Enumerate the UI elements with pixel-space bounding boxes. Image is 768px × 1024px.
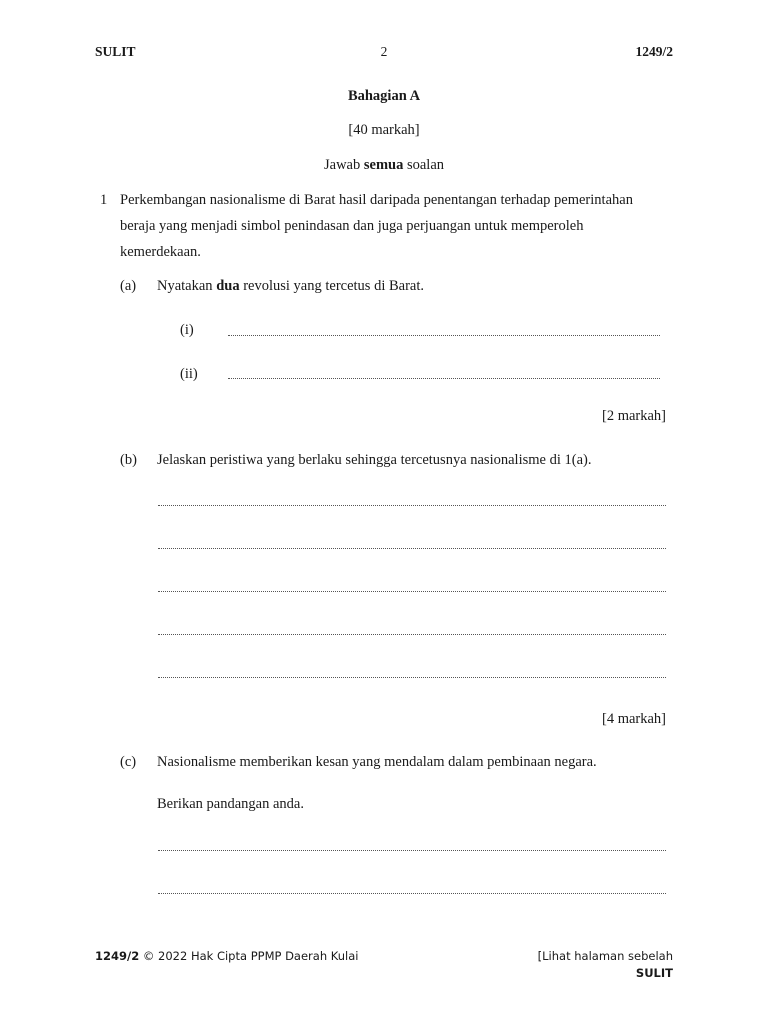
part-a-text-end: revolusi yang tercetus di Barat. [239, 278, 424, 294]
stem-line: beraja yang menjadi simbol penindasan dan juga perjuangan untuk memperoleh [120, 218, 584, 234]
stem-line: kemerdekaan. [120, 244, 201, 260]
section-title: Bahagian A [347, 88, 421, 104]
instruction-text-end: soalan [403, 157, 445, 173]
part-a-item-ii-label: (ii) [180, 366, 198, 382]
part-c-prompt: Berikan pandangan anda. [157, 796, 304, 812]
part-a-emphasis: dua [216, 278, 240, 294]
header-classification: SULIT [95, 44, 136, 59]
instruction-emphasis: semua [363, 157, 404, 173]
part-a-marks: [2 markah] [601, 408, 666, 424]
answer-line-b-3[interactable] [158, 591, 666, 592]
instruction-text: Jawab [323, 157, 364, 173]
answer-line-c-1[interactable] [158, 850, 666, 851]
part-c-label: (c) [120, 754, 137, 770]
answer-line-b-4[interactable] [158, 634, 666, 635]
part-b-marks: [4 markah] [601, 711, 666, 727]
footer-next-page: [Lihat halaman sebelah [537, 949, 673, 963]
answer-line-a-ii[interactable] [228, 378, 660, 379]
footer-classification: SULIT [635, 966, 673, 980]
answer-line-c-2[interactable] [158, 893, 666, 894]
footer-copyright [95, 949, 358, 963]
answer-line-b-2[interactable] [158, 548, 666, 549]
part-a-label: (a) [120, 278, 137, 294]
answer-line-b-5[interactable] [158, 677, 666, 678]
paper-code: 1249/2 [635, 44, 673, 59]
part-a-item-i-label: (i) [180, 322, 194, 338]
footer-copyright-text: © 2022 Hak Cipta PPMP Daerah Kulai [139, 949, 359, 963]
part-b-question: Jelaskan peristiwa yang berlaku sehingga tercetusnya nasionalisme di 1(a). [157, 452, 592, 468]
page-number: 2 [380, 44, 388, 59]
answer-line-b-1[interactable] [158, 505, 666, 506]
question-number: 1 [100, 192, 108, 208]
section-marks: [40 markah] [348, 122, 420, 138]
part-a-question [157, 278, 424, 295]
footer-code: 1249/2 [95, 949, 140, 963]
part-c-question: Nasionalisme memberikan kesan yang mendalam dalam pembinaan negara. [157, 754, 597, 770]
question-stem [120, 187, 675, 265]
section-instruction [0, 157, 768, 174]
answer-line-a-i[interactable] [228, 335, 660, 336]
part-a-text: Nyatakan [157, 278, 217, 294]
stem-line: Perkembangan nasionalisme di Barat hasil daripada penentangan terhadap pemerintahan [120, 192, 633, 208]
part-b-label: (b) [120, 452, 137, 468]
